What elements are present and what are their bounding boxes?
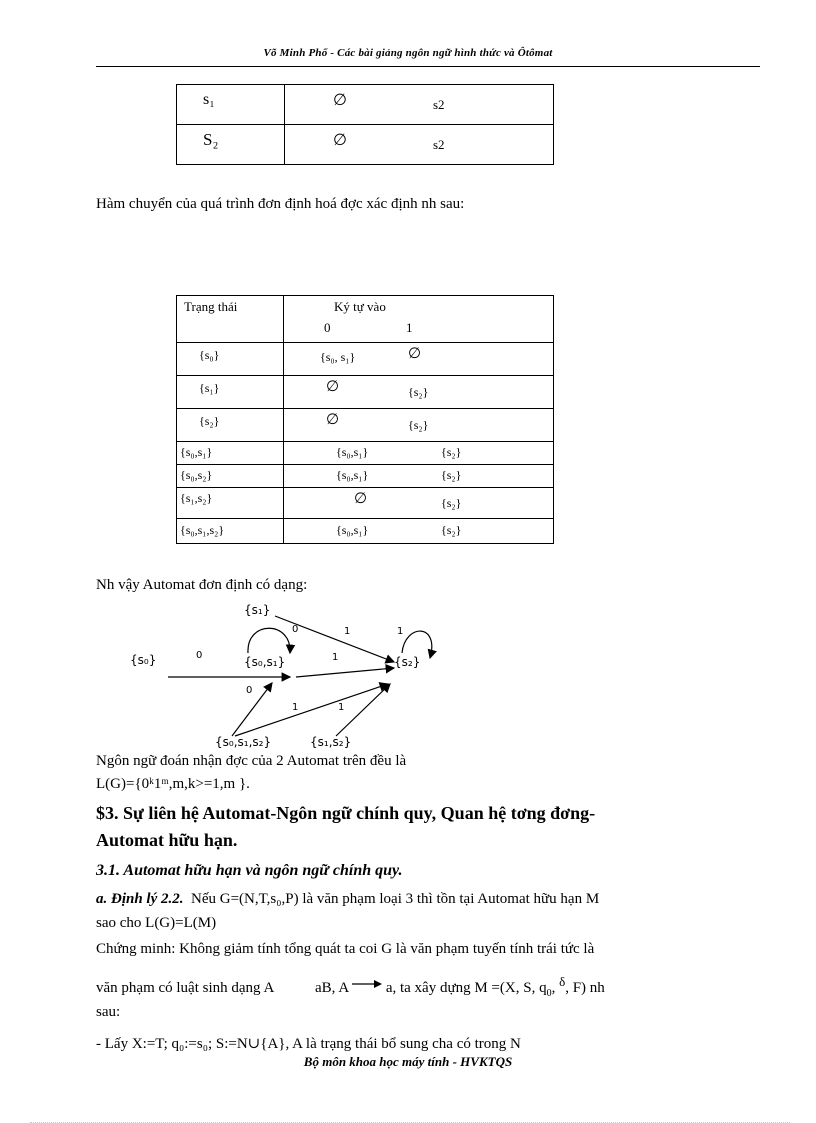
node-s1: {s₁} bbox=[244, 603, 271, 617]
header-0: 0 bbox=[324, 320, 331, 335]
table-row bbox=[177, 376, 554, 409]
node-s0s1s2: {s₀,s₁,s₂} bbox=[215, 735, 272, 749]
theorem-text-cont: sao cho L(G)=L(M) bbox=[96, 915, 217, 931]
table-row bbox=[177, 519, 554, 544]
state-cell: {s₀} bbox=[199, 348, 220, 362]
arrow-icon bbox=[352, 976, 382, 982]
subsection-title: 3.1. Automat hữu hạn và ngôn ngữ chính quy. bbox=[96, 862, 403, 879]
input1-cell: {s₂} bbox=[408, 385, 429, 399]
empty-set-cell: ∅ bbox=[333, 92, 347, 109]
state-cell: {s₁} bbox=[199, 381, 220, 395]
input1-cell: ∅ bbox=[408, 346, 422, 362]
empty-set-cell: ∅ bbox=[333, 132, 347, 149]
state-cell: S₂ bbox=[203, 130, 219, 149]
input0-cell: ∅ bbox=[326, 412, 340, 428]
state-cell: {s₂} bbox=[199, 414, 220, 428]
table-row bbox=[177, 465, 554, 488]
input0-cell: ∅ bbox=[354, 491, 368, 507]
proof-text: , F) nh bbox=[565, 980, 605, 996]
state-cell: {s₀,s₁,s₂} bbox=[180, 523, 225, 537]
table-row bbox=[177, 488, 554, 519]
label-0: 0 bbox=[196, 650, 203, 661]
input0-cell: {s₀,s₁} bbox=[336, 445, 369, 459]
state-cell: {s₀,s₁} bbox=[180, 445, 213, 459]
table-row bbox=[177, 409, 554, 442]
section-title-cont: Automat hữu hạn. bbox=[96, 830, 238, 850]
label-0: 0 bbox=[246, 685, 253, 696]
label-1: 1 bbox=[292, 702, 299, 713]
table-row bbox=[177, 125, 554, 165]
paragraph-transition: Hàm chuyển của quá trình đơn định hoá đợc xác định nh sau: bbox=[96, 196, 465, 212]
header-state: Trạng thái bbox=[184, 299, 238, 314]
subscript: 0 bbox=[546, 988, 552, 999]
header-input: Ký tự vào bbox=[334, 299, 386, 314]
state-diagram bbox=[120, 598, 450, 753]
input1-cell: s2 bbox=[433, 97, 445, 112]
node-s0: {s₀} bbox=[130, 653, 157, 667]
label-0: 0 bbox=[292, 624, 299, 635]
state-cell: {s₁,s₂} bbox=[180, 491, 213, 505]
page-footer: Bộ môn khoa học máy tính - HVKTQS bbox=[303, 1054, 513, 1069]
loop-s0s1 bbox=[248, 628, 290, 653]
input1-cell: {s₂} bbox=[441, 523, 462, 537]
state-cell: s₁ bbox=[203, 91, 215, 108]
input0-cell: ∅ bbox=[326, 379, 340, 395]
input1-cell: {s₂} bbox=[441, 496, 462, 510]
table-row bbox=[177, 85, 554, 125]
node-s2: {s₂} bbox=[394, 655, 421, 669]
delta-symbol: δ bbox=[559, 974, 566, 989]
theorem bbox=[96, 891, 599, 908]
input1-cell: {s₂} bbox=[408, 418, 429, 432]
label-1: 1 bbox=[332, 652, 339, 663]
label-1: 1 bbox=[344, 626, 351, 637]
header-rule bbox=[96, 66, 760, 67]
edge-s0s1s2-s2 bbox=[235, 684, 388, 736]
input1-cell: {s₂} bbox=[441, 445, 462, 459]
node-s1s2: {s₁,s₂} bbox=[310, 735, 352, 749]
language-formula: L(G)={0ᵏ1ᵐ,m,k>=1,m }. bbox=[96, 776, 250, 792]
theorem-text: Nếu G=(N,T,s₀,P) là văn phạm loại 3 thì tồn tại Automat hữu hạn M bbox=[191, 891, 600, 907]
paragraph-language: Ngôn ngữ đoán nhận đợc của 2 Automat trên đều là bbox=[96, 753, 407, 769]
input0-cell: {s₀,s₁} bbox=[336, 468, 369, 482]
loop-s2 bbox=[402, 631, 432, 658]
input1-cell: {s₂} bbox=[441, 468, 462, 482]
edge-s0s1-s2 bbox=[296, 668, 394, 677]
proof-line-3: sau: bbox=[96, 1004, 121, 1020]
proof-line-1: Chứng minh: Không giảm tính tổng quát ta coi G là văn phạm tuyến tính trái tức là bbox=[96, 941, 595, 957]
paragraph-automat: Nh vậy Automat đơn định có dạng: bbox=[96, 577, 308, 593]
table-row bbox=[177, 442, 554, 465]
input0-cell: {s₀, s₁} bbox=[320, 350, 356, 364]
transition-table-partial bbox=[176, 84, 554, 165]
label-1: 1 bbox=[397, 626, 404, 637]
transition-table bbox=[176, 295, 554, 544]
input1-cell: s2 bbox=[433, 137, 445, 152]
section-title: $3. Sự liên hệ Automat-Ngôn ngữ chính quy, Quan hệ tơng đơng- bbox=[96, 803, 596, 823]
table-row bbox=[177, 343, 554, 376]
proof-text: aB, A bbox=[314, 980, 349, 996]
proof-line-2: văn phạm có luật sinh dạng A aB, A a, ta xây dựng M =(X, S, $q_0$, $^\delta$, F) nh bbox=[96, 974, 605, 999]
input0-cell: {s₀,s₁} bbox=[336, 523, 369, 537]
table-header-row bbox=[177, 296, 554, 343]
theorem-label: a. Định lý 2.2. bbox=[96, 891, 184, 907]
proof-line-4: - Lấy X:=T; q₀:=s₀; S:=N∪{A}, A là trạng thái bổ sung cha có trong N bbox=[96, 1036, 521, 1052]
proof-text: văn phạm có luật sinh dạng A bbox=[96, 980, 274, 996]
page-header: Võ Minh Phổ - Các bài giảng ngôn ngữ hình thức và Ôtômat bbox=[263, 47, 553, 59]
proof-text: a, ta xây dựng M =(X, S, q bbox=[385, 980, 547, 996]
state-cell: {s₀,s₂} bbox=[180, 468, 213, 482]
node-s0s1: {s₀,s₁} bbox=[244, 655, 286, 669]
label-1: 1 bbox=[338, 702, 345, 713]
header-1: 1 bbox=[406, 320, 413, 335]
